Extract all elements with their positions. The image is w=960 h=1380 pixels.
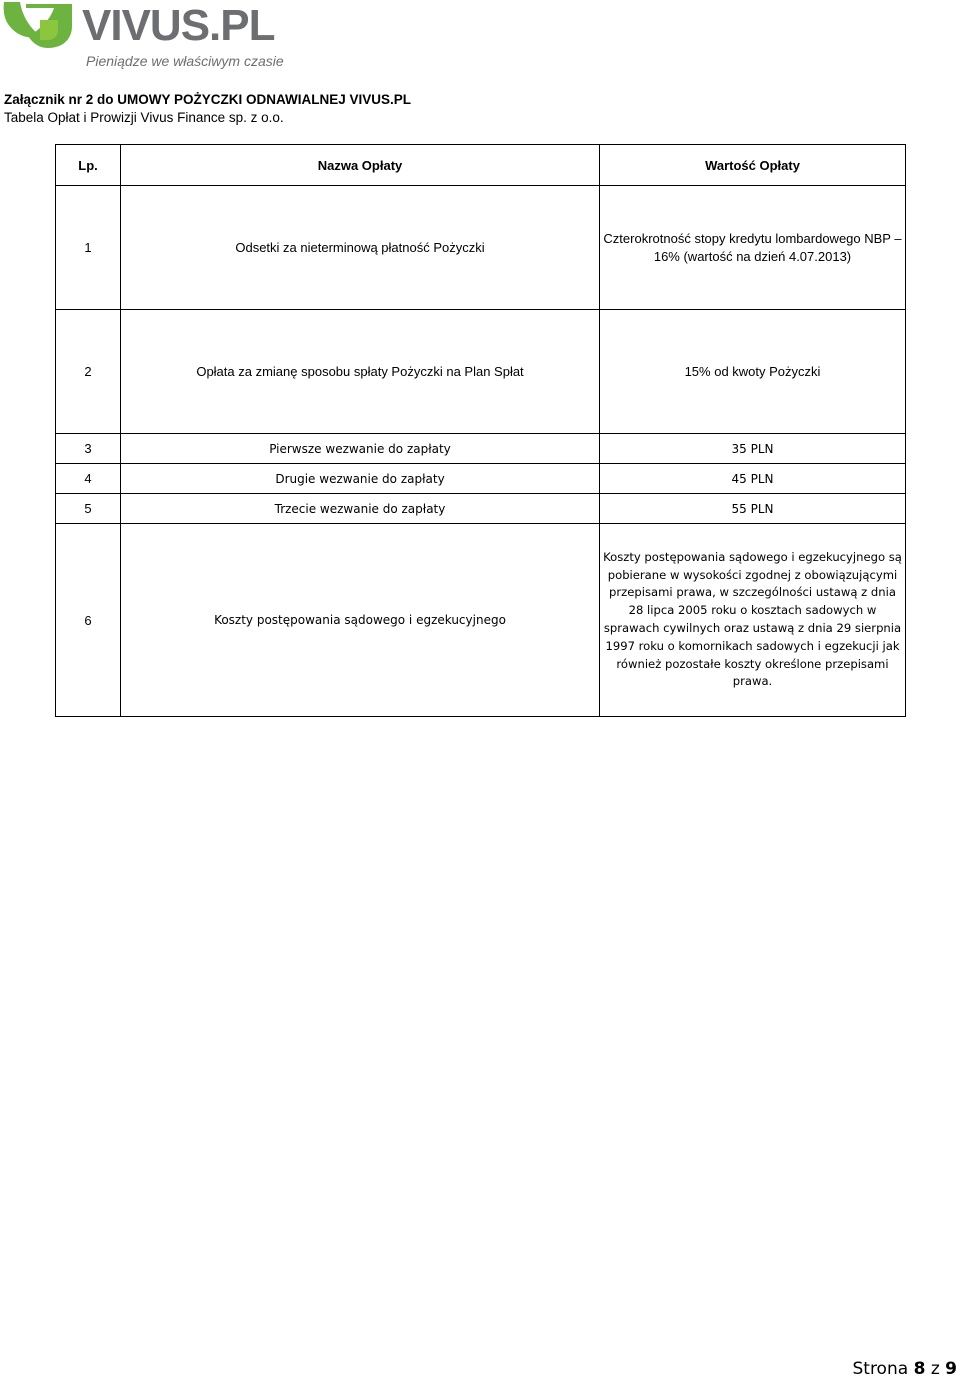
row-value: 45 PLN (600, 464, 906, 494)
row-name: Opłata za zmianę sposobu spłaty Pożyczki na Plan Spłat (121, 310, 600, 434)
table-row (56, 464, 906, 494)
row-lp: 6 (56, 524, 121, 717)
table-row (56, 494, 906, 524)
table-header-row (56, 145, 906, 186)
header-value: Wartość Opłaty (600, 145, 906, 186)
row-name: Pierwsze wezwanie do zapłaty (121, 434, 600, 464)
row-name: Trzecie wezwanie do zapłaty (121, 494, 600, 524)
row-value: Koszty postępowania sądowego i egzekucyjnego są pobierane w wysokości zgodnej z obowiązującymi przepisami prawa, w szczególności ustawą z dnia 28 lipca 2005 roku o kosztach sadowych w sprawach cywilnych oraz ustawą z dnia 29 sierpnia 1997 roku o komornikach sadowych i egzekucji jak również pozostałe koszty określone przepisami prawa. (600, 524, 906, 717)
row-name: Odsetki za nieterminową płatność Pożyczki (121, 186, 600, 310)
row-name: Drugie wezwanie do zapłaty (121, 464, 600, 494)
row-lp: 5 (56, 494, 121, 524)
row-value: 55 PLN (600, 494, 906, 524)
row-lp: 2 (56, 310, 121, 434)
row-lp: 1 (56, 186, 121, 310)
page-current: 8 (913, 1359, 926, 1379)
page-of: z (930, 1359, 940, 1379)
table-row (56, 434, 906, 464)
row-value: 35 PLN (600, 434, 906, 464)
page-number (852, 1359, 957, 1379)
logo-wordmark: VIVUS.PL (82, 1, 275, 50)
page-label: Strona (852, 1359, 909, 1379)
logo-tagline: Pieniądze we właściwym czasie (86, 53, 284, 69)
row-name: Koszty postępowania sądowego i egzekucyjnego (121, 524, 600, 717)
fees-table (55, 144, 906, 717)
row-value: Czterokrotność stopy kredytu lombardowego NBP – 16% (wartość na dzień 4.07.2013) (600, 186, 906, 310)
page-total: 9 (945, 1359, 957, 1379)
vivus-logo (0, 0, 290, 75)
header-name: Nazwa Opłaty (121, 145, 600, 186)
table-row (56, 186, 906, 310)
document-subtitle: Tabela Opłat i Prowizji Vivus Finance sp. z o.o. (4, 110, 284, 125)
header-lp: Lp. (56, 145, 121, 186)
table-row (56, 310, 906, 434)
vivus-logo-graphic (0, 0, 290, 75)
row-value: 15% od kwoty Pożyczki (600, 310, 906, 434)
row-lp: 3 (56, 434, 121, 464)
table-row (56, 524, 906, 717)
row-lp: 4 (56, 464, 121, 494)
document-title: Załącznik nr 2 do UMOWY POŻYCZKI ODNAWIALNEJ VIVUS.PL (4, 92, 412, 107)
